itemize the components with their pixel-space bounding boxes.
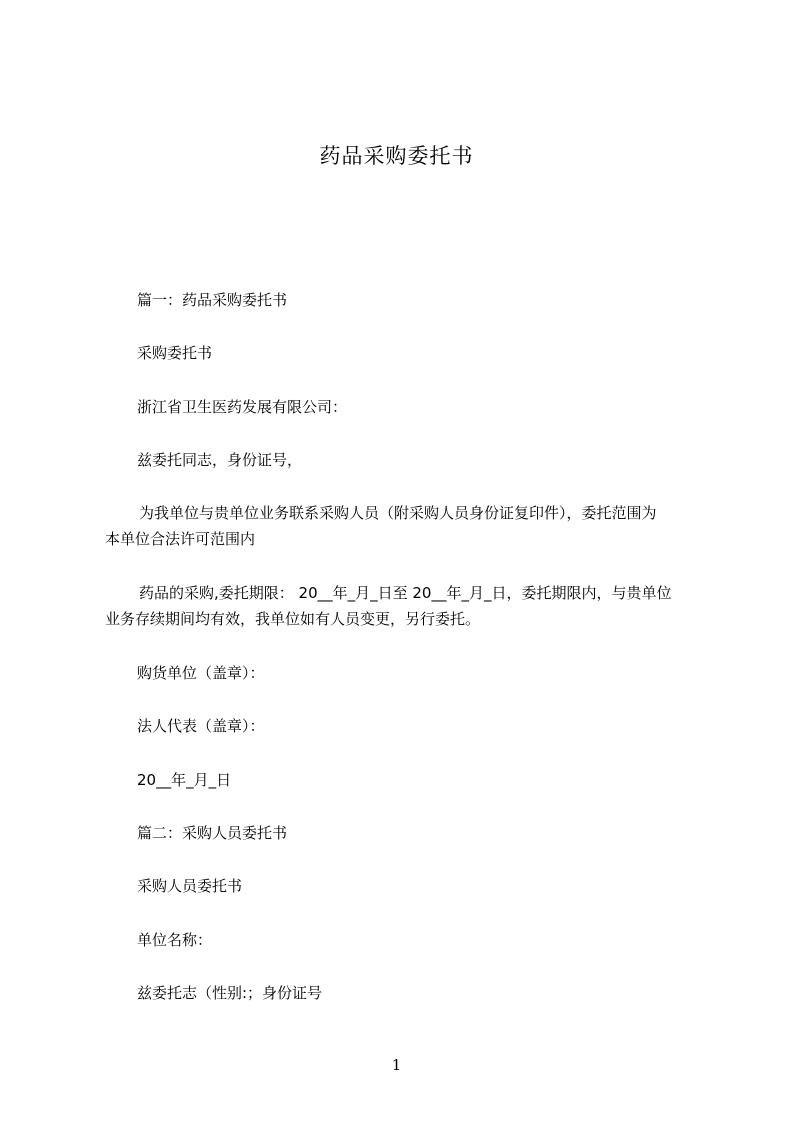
paragraph-term-line-1: 药品的采购,委托期限： 20__年_月_日至 20__年_月_日，委托期限内，与贵单位 — [139, 584, 672, 602]
paragraph-heading-delegation: 采购委托书 — [137, 344, 213, 362]
paragraph-delegate: 兹委托同志，身份证号， — [137, 451, 303, 469]
paragraph-unit-name: 单位名称： — [137, 931, 213, 949]
paragraph-delegate-info: 兹委托志（性别:；身份证号 — [137, 984, 323, 1002]
paragraph-heading-staff: 采购人员委托书 — [137, 877, 243, 895]
paragraph-date: 20__年_月_日 — [137, 771, 232, 789]
paragraph-buyer-seal: 购货单位（盖章）： — [137, 664, 265, 682]
section-heading-1: 篇一：药品采购委托书 — [137, 291, 288, 309]
document-title: 药品采购委托书 — [319, 144, 474, 168]
page-number: 1 — [391, 1056, 402, 1074]
paragraph-term-line-2: 业务存续期间均有效，我单位如有人员变更，另行委托。 — [105, 610, 481, 628]
paragraph-scope-line-1: 为我单位与贵单位业务联系采购人员（附采购人员身份证复印件），委托范围为 — [139, 504, 657, 522]
paragraph-scope-line-2: 本单位合法许可范围内 — [105, 530, 256, 548]
section-heading-2: 篇二：采购人员委托书 — [137, 824, 288, 842]
paragraph-legal-rep-seal: 法人代表（盖章）： — [137, 717, 265, 735]
paragraph-addressee: 浙江省卫生医药发展有限公司： — [137, 398, 348, 416]
